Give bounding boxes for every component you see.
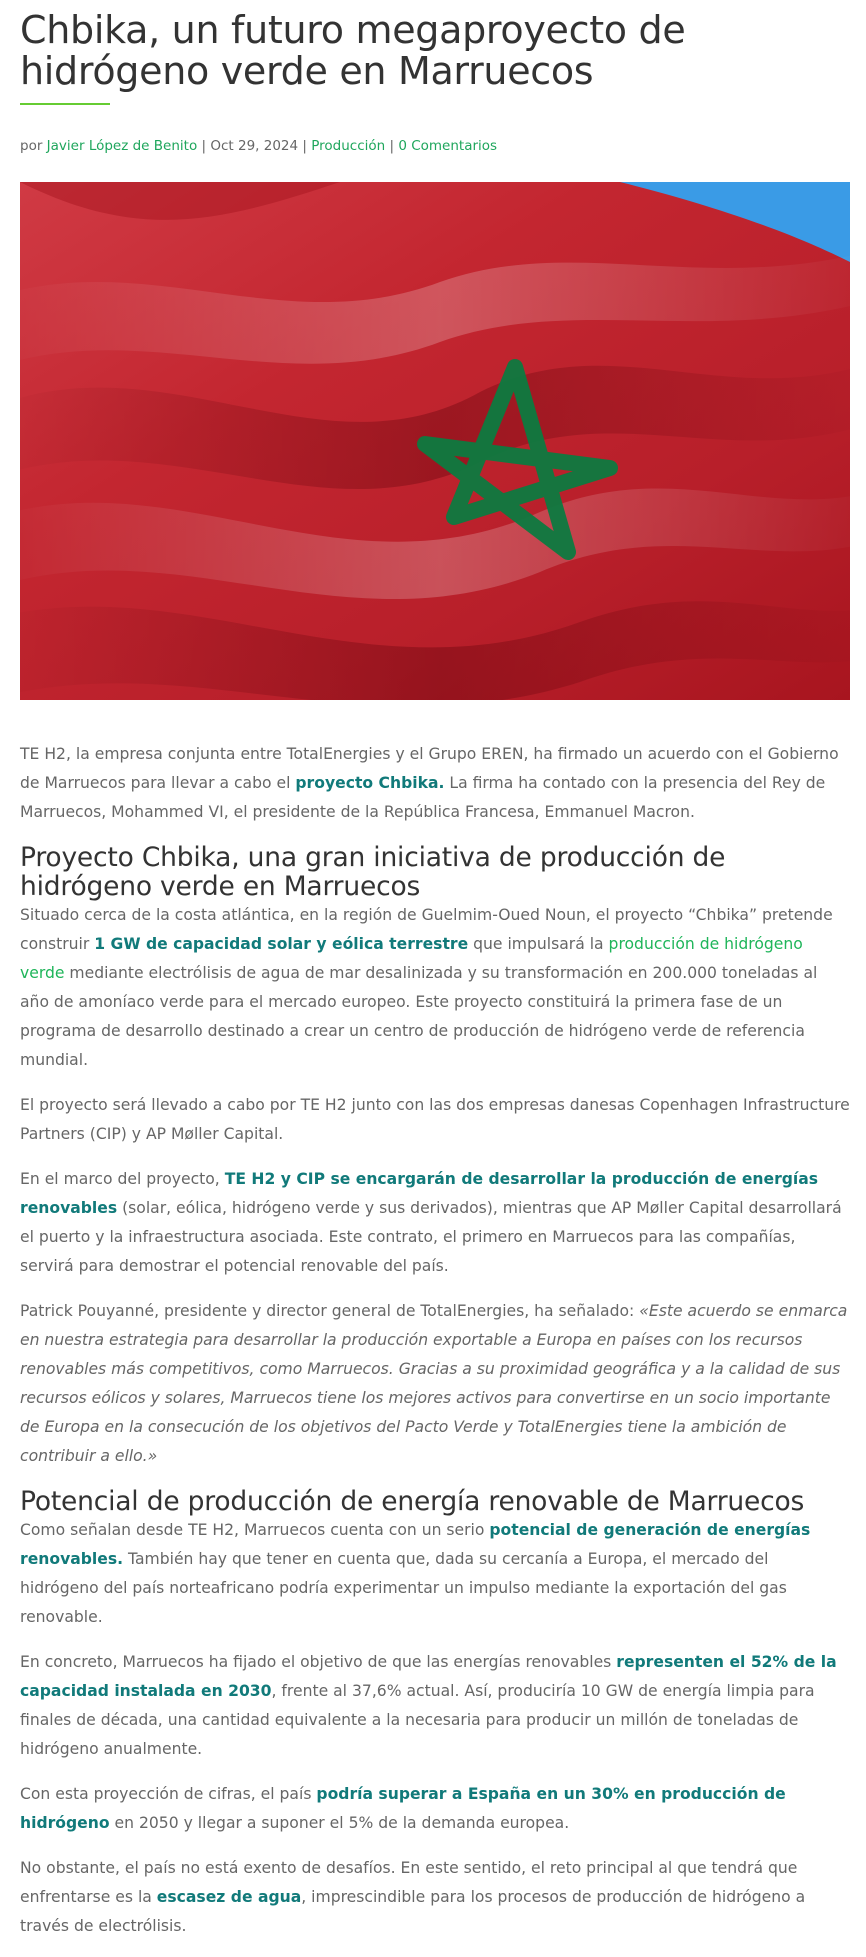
capacity-2030-link[interactable]: representen el 52% de la capacidad instalada en 2030 (20, 1653, 837, 1700)
surpass-spain-link[interactable]: podría superar a España en un 30% en producción de hidrógeno (20, 1785, 786, 1832)
paragraph: Con esta proyección de cifras, el país podría superar a España en un 30% en producción de hidrógeno en 2050 y llegar a suponer el 5% de la demanda europea. (20, 1785, 786, 1832)
meta-separator: | (197, 138, 211, 154)
flag-illustration (20, 182, 850, 700)
meta-separator: | (298, 138, 312, 154)
paragraph: En el marco del proyecto, TE H2 y CIP se encargarán de desarrollar la producción de energías renovables (solar, eólica, hidrógeno verde y sus derivados), mientras que AP Møller Capital desarrollará el puerto y la infraestructura asociada. Este contrato, el primero en Marruecos para las compañías, servirá para demostrar el potencial renovable del país. (20, 1170, 842, 1275)
meta-separator: | (385, 138, 399, 154)
paragraph: En concreto, Marruecos ha fijado el objetivo de que las energías renovables representen el 52% de la capacidad instalada en 2030, frente al 37,6% actual. Así, produciría 10 GW de energía limpia para finales de década, una cantidad equivalente a la necesaria para producir un millón de toneladas de hidrógeno anualmente. (20, 1653, 837, 1758)
paragraph: No obstante, el país no está exento de desafíos. En este sentido, el reto principal al que tendrá que enfrentarse es la escasez de agua, imprescindible para los procesos de producción de hidrógeno a través de electrólisis. (20, 1859, 806, 1935)
renewable-potential-link[interactable]: potencial de generación de energías renovables. (20, 1521, 811, 1568)
capacity-link[interactable]: 1 GW de capacidad solar y eólica terrestre (94, 935, 469, 953)
hero-image-morocco-flag (20, 182, 850, 700)
category-link[interactable]: Producción (311, 138, 386, 154)
post-date: Oct 29, 2024 (210, 138, 299, 154)
renewables-development-link[interactable]: TE H2 y CIP se encargarán de desarrollar la producción de energías renovables (20, 1170, 819, 1217)
article (20, 0, 850, 1957)
meta-prefix: por (20, 138, 47, 154)
water-scarcity-link[interactable]: escasez de agua (156, 1888, 302, 1906)
intro-paragraph: TE H2, la empresa conjunta entre TotalEnergies y el Grupo EREN, ha firmado un acuerdo con el Gobierno de Marruecos para llevar a cabo el proyecto Chbika. La firma ha contado con la presencia del Rey de Marruecos, Mohammed VI, el presidente de la República Francesa, Emmanuel Macron. (20, 745, 839, 821)
article-body (20, 740, 850, 1941)
section-heading-chbika: Proyecto Chbika, una gran iniciativa de producción de hidrógeno verde en Marruecos (20, 842, 726, 902)
title-underline (20, 103, 110, 105)
chbika-project-link[interactable]: proyecto Chbika. (295, 774, 445, 792)
green-hydrogen-link[interactable]: producción de hidrógeno verde (20, 935, 803, 982)
post-meta (20, 137, 850, 155)
paragraph: Como señalan desde TE H2, Marruecos cuenta con un serio potencial de generación de energías renovables. También hay que tener en cuenta que, dada su cercanía a Europa, el mercado del hidrógeno del país norteafricano podría experimentar un impulso mediante la exportación del gas renovable. (20, 1521, 811, 1626)
paragraph: El proyecto será llevado a cabo por TE H2 junto con las dos empresas danesas Copenhagen Infrastructure Partners (CIP) y AP Møller Capital. (20, 1096, 850, 1143)
section-heading-potential: Potencial de producción de energía renovable de Marruecos (20, 1486, 805, 1517)
quote: «Este acuerdo se enmarca en nuestra estrategia para desarrollar la producción exportable a Europa en países con los recursos renovables más competitivos, como Marruecos. Gracias a su proximidad geográfica y a la calidad de sus recursos eólicos y solares, Marruecos tiene los mejores activos para convertirse en un socio importante de Europa en la consecución de los objetivos del Pacto Verde y TotalEnergies tiene la ambición de contribuir a ello.» (20, 1302, 848, 1465)
paragraph: Situado cerca de la costa atlántica, en la región de Guelmim-Oued Noun, el proyecto “Chbika” pretende construir 1 GW de capacidad solar y eólica terrestre que impulsará la producción de hidrógeno verde mediante electrólisis de agua de mar desalinizada y su transformación en 200.000 toneladas al año de amoníaco verde para el mercado europeo. Este proyecto constituirá la primera fase de un programa de desarrollo destinado a crear un centro de producción de hidrógeno verde de referencia mundial. (20, 906, 833, 1069)
author-link[interactable]: Javier López de Benito (46, 138, 198, 154)
article-title: Chbika, un futuro megaproyecto de hidrógeno verde en Marruecos (20, 8, 686, 93)
quote-paragraph: Patrick Pouyanné, presidente y director general de TotalEnergies, ha señalado: «Este acuerdo se enmarca en nuestra estrategia para desarrollar la producción exportable a Europa en países con los recursos renovables más competitivos, como Marruecos. Gracias a su proximidad geográfica y a la calidad de sus recursos eólicos y solares, Marruecos tiene los mejores activos para convertirse en un socio importante de Europa en la consecución de los objetivos del Pacto Verde y TotalEnergies tiene la ambición de contribuir a ello.» (20, 1302, 848, 1465)
comments-link[interactable]: 0 Comentarios (398, 138, 498, 154)
